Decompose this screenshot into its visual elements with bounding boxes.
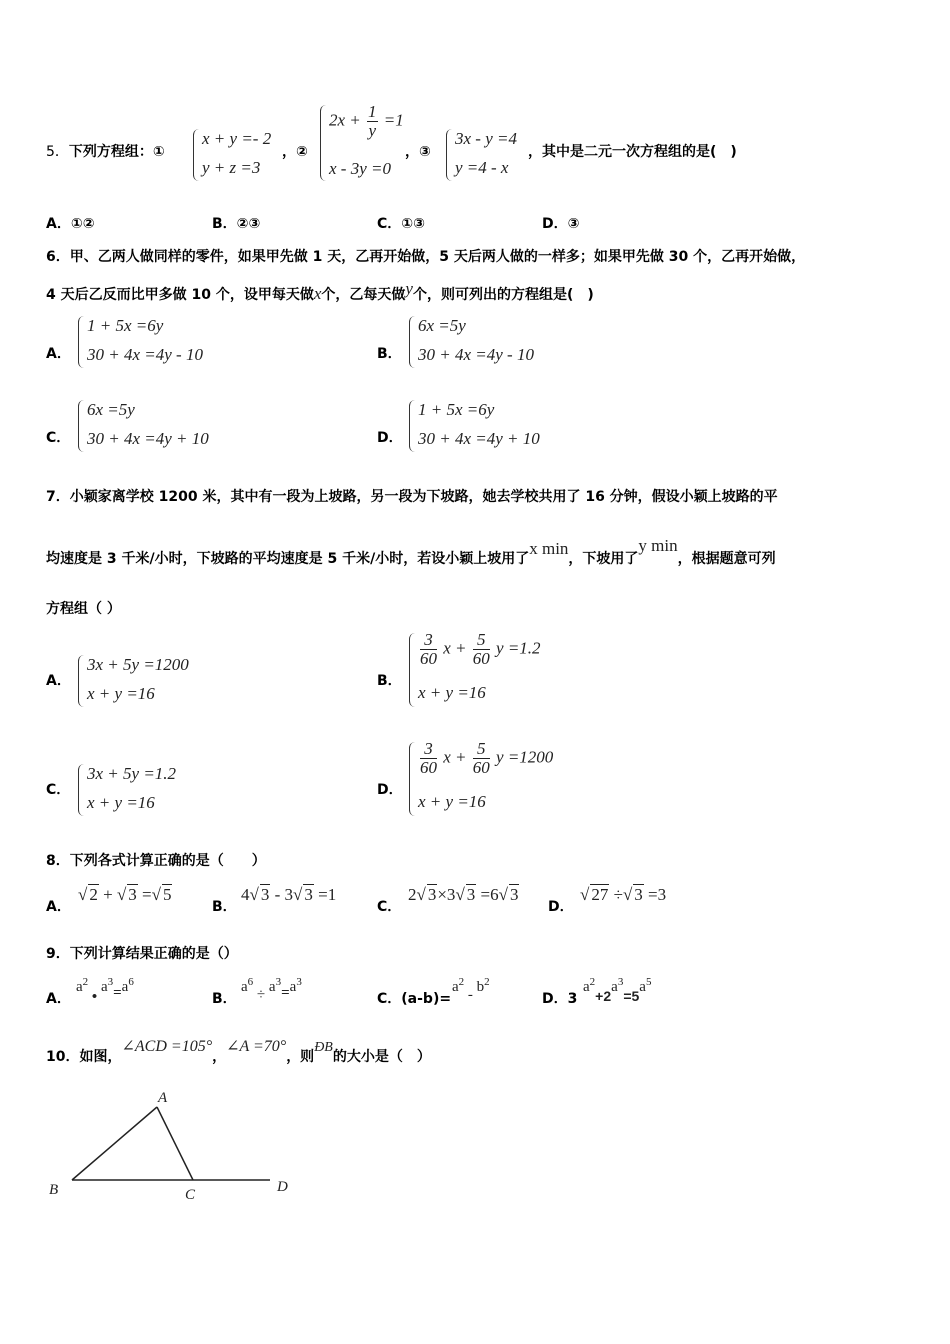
segment-ab [72, 1107, 157, 1180]
q5-system-1: x + y =- 2 y + z =3 [193, 127, 293, 183]
q7-line-3: 方程组（ ） [46, 601, 121, 617]
q9-option-a-label[interactable]: A． [46, 991, 71, 1007]
q9-option-c-label[interactable]: C．(a-b)= [377, 991, 452, 1007]
q6-option-d-label[interactable]: D． [377, 430, 403, 446]
q5-stem: 5．下列方程组：① [46, 144, 165, 160]
q5-option-a[interactable]: A．①② [46, 216, 95, 232]
q6-line-2: 4 天后乙反而比甲多做 10 个，设甲每天做x个，乙每天做y个，则可列出的方程组是( ) [46, 279, 594, 303]
q7-y-min: y min [638, 536, 678, 555]
q7-option-c-label[interactable]: C． [46, 782, 71, 798]
q5-sep-3: ，③ [405, 144, 431, 160]
q8-option-a-expr[interactable]: √ 2 + √ 3 =√ 5 [78, 885, 172, 904]
q9-option-b-label[interactable]: B． [212, 991, 237, 1007]
q6-var-y: y [405, 279, 413, 298]
q6-line-1: 6．甲、乙两人做同样的零件，如果甲先做 1 天，乙再开始做，5 天后两人做的一样多；如果甲先做 30 个，乙再开始做， [46, 249, 806, 265]
q6-option-a-system[interactable]: 1 + 5x =6y 30 + 4x =4y - 10 [78, 314, 238, 370]
q5-system-3: 3x - y =4 y =4 - x [446, 127, 536, 183]
q5-system-2: 2x + $\frac{1}{y}$ =1 x - 3y =0 [320, 103, 420, 183]
q6-option-c-system[interactable]: 6x =5y 30 + 4x =4y + 10 [78, 398, 238, 454]
q7-option-b-label[interactable]: B． [377, 673, 402, 689]
q5-tail: ，其中是二元一次方程组的是( ) [528, 144, 737, 160]
q7-option-d-system[interactable]: $\frac{3}{60}$ x + $\frac{5}{60}$ y =1200 x + y =16 [409, 740, 579, 818]
segment-ac [157, 1107, 193, 1180]
q7-line-2: 均速度是 3 千米/小时，下坡路的平均速度是 5 千米/小时，若设小颖上坡用了x min，下坡用了y min，根据题意可列 [46, 536, 776, 567]
q10-angle-b: ÐB [314, 1040, 333, 1055]
q7-option-a-system[interactable]: 3x + 5y =1200 x + y =16 [78, 653, 218, 709]
q10-angle-a: ∠A =70° [226, 1038, 287, 1055]
q7-option-b-system[interactable]: $\frac{3}{60}$ x + $\frac{5}{60}$ y =1.2 x + y =16 [409, 631, 569, 709]
q7-x-min: x min [529, 539, 569, 558]
q8-option-d-label[interactable]: D． [548, 899, 574, 915]
q8-stem: 8．下列各式计算正确的是（ ） [46, 853, 266, 869]
q7-option-d-label[interactable]: D． [377, 782, 403, 798]
q6-option-c-label[interactable]: C． [46, 430, 71, 446]
q6-option-a-label[interactable]: A． [46, 346, 71, 362]
triangle-figure [40, 1085, 310, 1210]
q8-option-b-expr[interactable]: 4√ 3 - 3√ 3 =1 [241, 885, 337, 904]
q5-option-b[interactable]: B．②③ [212, 216, 261, 232]
q8-option-b-label[interactable]: B． [212, 899, 237, 915]
q5-sep-2: ，② [282, 144, 308, 160]
q8-option-a-label[interactable]: A． [46, 899, 71, 915]
q6-option-b-system[interactable]: 6x =5y 30 + 4x =4y - 10 [409, 314, 569, 370]
point-label-d: D [277, 1179, 288, 1195]
point-label-c: C [185, 1187, 196, 1203]
q10-stem: 10．如图，∠ACD =105°，∠A =70°，则ÐB的大小是（ ） [46, 1038, 431, 1065]
q5-option-c[interactable]: C．①③ [377, 216, 425, 232]
q10-angle-acd: ∠ACD =105° [121, 1038, 213, 1055]
q8-option-c-label[interactable]: C． [377, 899, 402, 915]
q5-option-d[interactable]: D．③ [542, 216, 580, 232]
q9-option-a-expr[interactable]: $a^2$ • $a^3=a^6$ [76, 976, 134, 1005]
q9-option-c-expr[interactable]: $a^2 - b^2$ [452, 976, 490, 1003]
point-label-a: A [158, 1090, 168, 1106]
q7-option-c-system[interactable]: 3x + 5y =1.2 x + y =16 [78, 762, 218, 818]
q8-option-c-expr[interactable]: 2√ 3×3√ 3 =6√ 3 [408, 885, 519, 904]
q9-option-b-expr[interactable]: $a^6 \div a^3=a^3$ [241, 976, 302, 1003]
q9-stem: 9．下列计算结果正确的是（） [46, 946, 238, 962]
q7-option-a-label[interactable]: A． [46, 673, 71, 689]
q8-option-d-expr[interactable]: √ 27 ÷√ 3 =3 [580, 885, 667, 904]
q6-option-d-system[interactable]: 1 + 5x =6y 30 + 4x =4y + 10 [409, 398, 569, 454]
point-label-b: B [49, 1182, 59, 1198]
q5-number: 5． [46, 144, 69, 160]
q6-option-b-label[interactable]: B． [377, 346, 402, 362]
q9-option-d-label[interactable]: D．3 [542, 991, 578, 1007]
q7-line-1: 7．小颖家离学校 1200 米，其中有一段为上坡路，另一段为下坡路，她去学校共用了 16 分钟，假设小颖上坡路的平 [46, 489, 778, 505]
q9-option-d-expr[interactable]: $a^2+2a^3=5a^5$ [583, 976, 652, 1004]
q6-var-x: x [313, 284, 322, 303]
